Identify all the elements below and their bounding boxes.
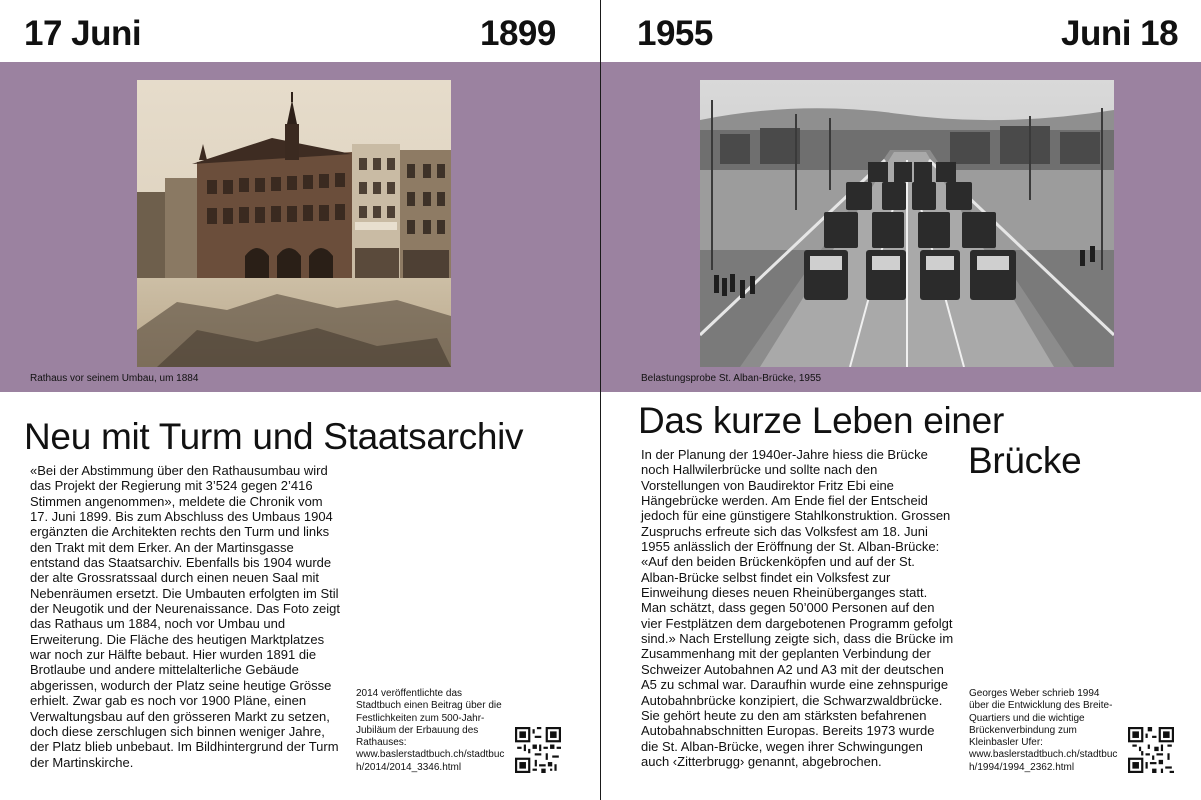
right-page-date: Juni 18: [1061, 14, 1179, 53]
qr-code[interactable]: [515, 727, 561, 773]
photo-caption: Rathaus vor seinem Umbau, um 1884: [30, 373, 199, 384]
reference-note: [356, 688, 508, 774]
article-title-continued: Brücke: [968, 440, 1082, 481]
article-title: Neu mit Turm und Staatsarchiv: [24, 416, 524, 457]
bridge-photo: [700, 80, 1114, 367]
article-title: Das kurze Leben einer: [638, 400, 1004, 441]
reference-note: [969, 688, 1121, 774]
photo-caption: Belastungsprobe St. Alban-Brücke, 1955: [641, 373, 822, 384]
right-page: [601, 0, 1201, 800]
reference-note-text: 2014 veröffentlichte das Stadtbuch einen Beitrag über die Festlichkeiten zum 500-Jahr-Jubiläum der Erbauung des Rathauses:: [356, 688, 502, 749]
rathaus-photo: [137, 80, 451, 367]
article-body: «Bei der Abstimmung über den Rathausumbau wird das Projekt der Regierung mit 3’524 gegen 2’416 Stimmen angenommen», meldete die Chronik vom 17. Juni 1899. Bis zum Abschluss des Umbaus 1904 ergänzten die Architekten rechts den Turm und links den Trakt mit dem Erker. An der Martinsgasse entstand das Staatsarchiv. Ebenfalls bis 1904 wurde der alte Grossratssaal durch einen neuen Saal mit Nebenräumen ersetzt. Die Umbauten erfolgten im Stil der Neugotik und der Neurenaissance. Das Foto zeigt das Rathaus um 1884, noch vor Umbau und Erweiterung. Die Fläche des heutigen Marktplatzes war noch zur Hälfte bebaut. Hier wurden 1891 die Brotlaube und andere mittelalterliche Gebäude abgerissen, wodurch der Platz seine heutige Grösse erhielt. Zwar gab es noch vor 1900 Pläne, einen Verwaltungsbau auf den grösseren Markt zu setzen, doch diese zerschlugen sich binnen weniger Jahre, der Platz blieb unbebaut. Im Bildhintergrund der Turm der Martinskirche.: [30, 463, 341, 770]
qr-code[interactable]: [1128, 727, 1174, 773]
left-page-year: 1899: [480, 14, 556, 53]
right-page-year: 1955: [637, 14, 713, 53]
left-page: [0, 0, 600, 800]
article-body: In der Planung der 1940er-Jahre hiess die Brücke noch Hallwilerbrücke und sollte nach den Vorstellungen von Baudirektor Fritz Ebi eine Hängebrücke werden. Am Ende fiel der Entscheid jedoch für eine günstigere Stahlkonstruktion. Grossen Zuspruchs erfreute sich das Volksfest am 18. Juni 1955 anlässlich der Eröffnung der St. Alban-Brücke: «Auf den beiden Brückenköpfen und auf der St. Alban-Brücke selbst findet ein Volksfest zur Einweihung dieses neuen Rheinüberganges statt. Man schätzt, dass gegen 50’000 Personen auf den vier Festplätzen dem dargebotenen Programm gefolgt sind.» Nach Erstellung zeigte sich, dass die Brücke im Zusammenhang mit der geplanten Verbindung der Schweizer Autobahnen A2 und A3 mit der deutschen A5 zu schmal war. Daraufhin wurde eine zehnspurige Autobahnbrücke konzipiert, die Schwarzwaldbrücke. Sie gehört heute zu den am stärksten befahrenen Autobahnabschnitten Europas. Bereits 1973 wurde die St. Alban-Brücke, wegen ihrer Schwingungen auch ‹Zitterbrugg› genannt, abgebrochen.: [641, 447, 954, 769]
reference-url[interactable]: www.baslerstadtbuch.ch/stadtbuch/2014/2014_3346.html: [356, 749, 505, 773]
left-page-date: 17 Juni: [24, 14, 142, 53]
reference-url[interactable]: www.baslerstadtbuch.ch/stadtbuch/1994/1994_2362.html: [969, 749, 1118, 773]
reference-note-text: Georges Weber schrieb 1994 über die Entwicklung des Breite-Quartiers und die wichtige Brückenverbindung zum Kleinbasler Ufer:: [969, 688, 1113, 749]
